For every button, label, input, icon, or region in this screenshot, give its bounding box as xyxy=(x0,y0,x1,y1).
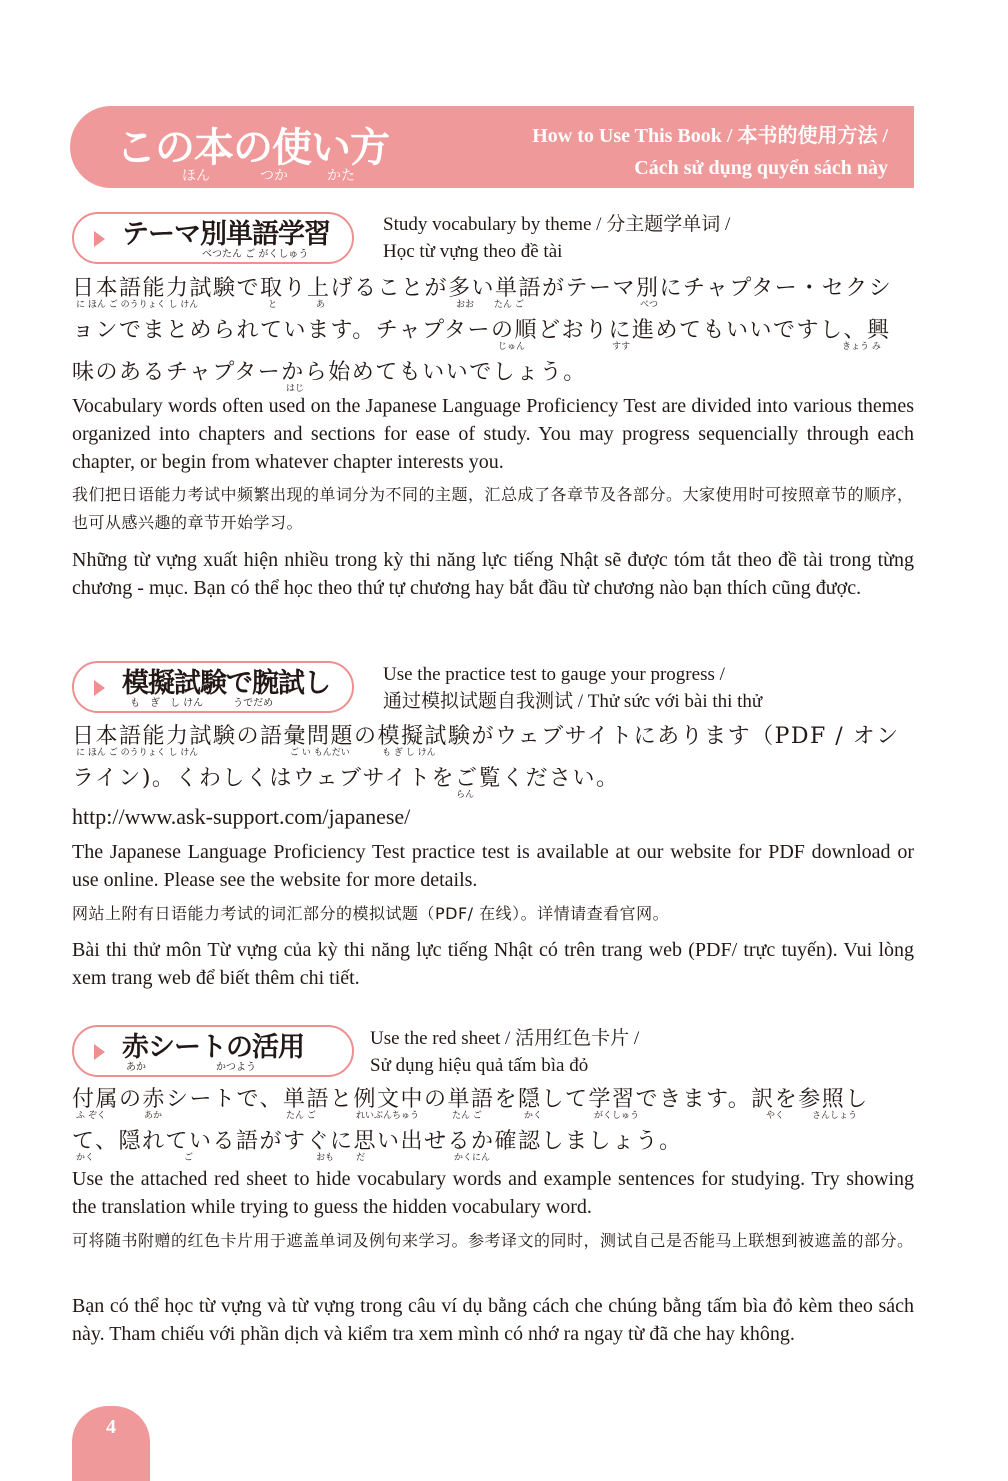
japanese-body: 付属の赤シートで、単語と例文中の単語を隠して学習できます。訳を参照して、隠れている語がすぐに思い出せるか確認しましょう。 xyxy=(72,1087,869,1154)
furigana: じゅん xyxy=(498,342,526,352)
furigana: やく xyxy=(766,1111,785,1121)
chinese-body: 网站上附有日语能力考试的词汇部分的模拟试题（PDF/ 在线）。详情请查看官网。 xyxy=(72,904,670,923)
website-url[interactable]: http://www.ask-support.com/japanese/ xyxy=(72,804,411,829)
translation-line: Study vocabulary by theme / 分主题学单词 / xyxy=(383,214,731,235)
furigana: たん ご xyxy=(452,1111,482,1121)
furigana: れいぶんちゅう xyxy=(356,1111,420,1121)
triangle-icon xyxy=(94,231,105,247)
japanese-body: 日本語能力試験の語彙問題の模擬試験がウェブサイトにあります（PDF / オンライン)。くわしくはウェブサイトをご覧ください。 xyxy=(72,724,900,791)
page-number: 4 xyxy=(106,1416,116,1438)
furigana: に ほん ご のうりょく し けん xyxy=(76,300,199,310)
section-title: 模擬試験で腕試し xyxy=(122,668,330,699)
furigana: あか xyxy=(144,1111,163,1121)
furigana: がくしゅう xyxy=(594,1111,640,1121)
furigana: あ xyxy=(316,300,326,310)
furigana: ふ ぞく xyxy=(76,1111,106,1121)
title-ruby: つか xyxy=(260,168,288,184)
furigana: だ xyxy=(356,1153,366,1163)
translation-line: Học từ vựng theo đề tài xyxy=(383,241,563,262)
section-title: テーマ別単語学習 xyxy=(122,219,330,250)
translation-line: Use the practice test to gauge your progress / xyxy=(383,664,725,685)
vietnamese-body: Bài thi thử môn Từ vựng của kỳ thi năng lực tiếng Nhật có trên trang web (PDF/ trực tuyến). Vui lòng xem trang web để biết thêm chi tiết. xyxy=(72,939,914,989)
subtitle-line: How to Use This Book / 本书的使用方法 / xyxy=(532,125,888,147)
page-title: この本の使い方 xyxy=(116,125,389,171)
furigana: ご い もんだい xyxy=(290,748,350,758)
furigana: ご xyxy=(184,1153,194,1163)
page-number-tab xyxy=(72,1406,150,1481)
section-heading xyxy=(72,1025,354,1077)
triangle-icon xyxy=(94,680,105,696)
furigana: と xyxy=(268,300,278,310)
english-body: Use the attached red sheet to hide vocabulary words and example sentences for studying. Try showing the translation while trying to guess the hidden vocabulary word. xyxy=(72,1168,914,1218)
header-subtitle xyxy=(532,120,888,184)
furigana: べつ xyxy=(640,300,659,310)
furigana: おも xyxy=(316,1153,335,1163)
furigana: たん ご xyxy=(494,300,524,310)
translation-line: Sử dụng hiệu quả tấm bìa đỏ xyxy=(370,1055,589,1076)
section-title-ruby: あか かつよう xyxy=(126,1062,256,1073)
section-heading xyxy=(72,661,354,713)
furigana: たん ご xyxy=(286,1111,316,1121)
triangle-icon xyxy=(94,1044,105,1060)
furigana: すす xyxy=(612,342,631,352)
furigana: かく xyxy=(524,1111,543,1121)
vietnamese-body: Những từ vựng xuất hiện nhiều trong kỳ thi năng lực tiếng Nhật sẽ được tóm tắt theo đề tài trong từng chương - mục. Bạn có thể học theo thứ tự chương hay bắt đầu từ chương nào bạn thích cũng được. xyxy=(72,549,914,599)
japanese-body: 日本語能力試験で取り上げることが多い単語がテーマ別にチャプター・セクションでまとめられています。チャプターの順どおりに進めてもいいですし、興味のあるチャプターから始めてもいいでしょう。 xyxy=(72,276,893,385)
vietnamese-body: Bạn có thể học từ vựng và từ vựng trong câu ví dụ bằng cách che chúng bằng tấm bìa đỏ kèm theo sách này. Tham chiếu với phần dịch và kiểm tra xem mình có nhớ ra ngay từ đã che hay không. xyxy=(72,1295,914,1345)
translation-line: Use the red sheet / 活用红色卡片 / xyxy=(370,1028,640,1049)
chinese-body: 我们把日语能力考试中频繁出现的单词分为不同的主题，汇总成了各章节及各部分。大家使用时可按照章节的顺序，也可从感兴趣的章节开始学习。 xyxy=(72,485,914,532)
section-translation xyxy=(383,211,730,265)
furigana: らん xyxy=(456,790,475,800)
furigana: きょう み xyxy=(842,342,881,352)
chinese-body: 可将随书附赠的红色卡片用于遮盖单词及例句来学习。参考译文的同时，测试自己是否能马上联想到被遮盖的部分。 xyxy=(72,1231,914,1250)
section-translation xyxy=(383,661,762,715)
section-title-ruby: べつたん ご がくしゅう xyxy=(202,249,309,260)
furigana: かく xyxy=(76,1153,95,1163)
furigana: さんしょう xyxy=(812,1111,858,1121)
furigana: かくにん xyxy=(454,1153,491,1163)
section-title-ruby: も ぎ し けん うでだめ xyxy=(130,698,274,709)
section-title: 赤シートの活用 xyxy=(122,1032,304,1063)
furigana: はじ xyxy=(286,384,305,394)
english-body: Vocabulary words often used on the Japanese Language Proficiency Test are divided into various themes organized into chapters and sections for ease of study. You may progress sequencially through each chapter, or begin from whatever chapter interests you. xyxy=(72,395,914,473)
subtitle-line: Cách sử dụng quyển sách này xyxy=(634,157,888,179)
section-heading xyxy=(72,212,354,264)
furigana: に ほん ご のうりょく し けん xyxy=(76,748,199,758)
furigana: おお xyxy=(456,300,475,310)
title-ruby: ほん xyxy=(182,168,210,184)
english-body: The Japanese Language Proficiency Test practice test is available at our website for PDF download or use online. Please see the website for more details. xyxy=(72,841,914,891)
furigana: も ぎ し けん xyxy=(382,748,436,758)
section-translation xyxy=(370,1025,639,1079)
title-ruby: かた xyxy=(327,168,355,184)
translation-line: 通过模拟试题自我测试 / Thử sức với bài thi thử xyxy=(383,691,763,712)
